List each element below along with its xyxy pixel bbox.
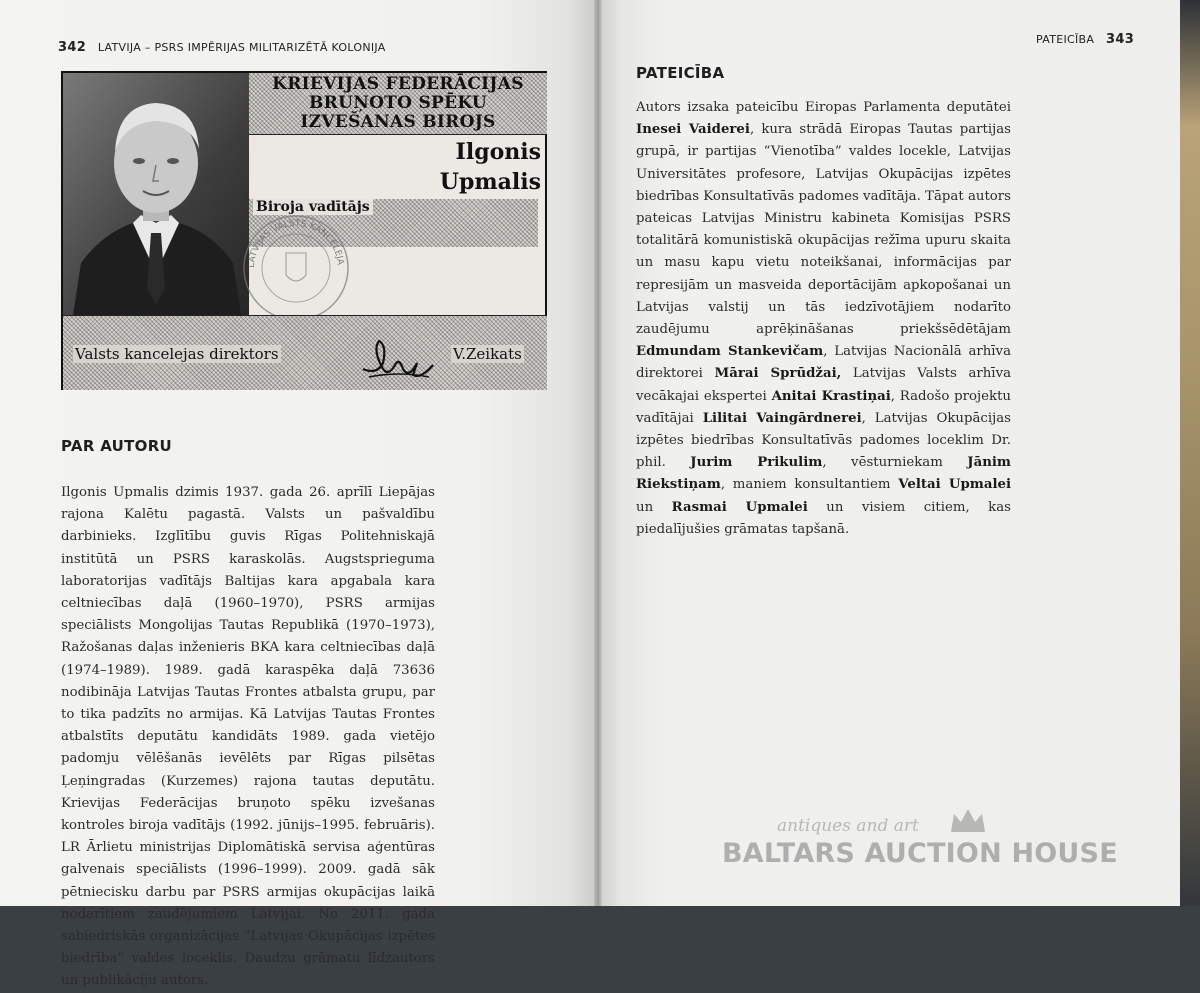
acknowledged-person: Mārai Sprūdžai, [714,366,842,382]
card-header [249,73,547,135]
stamp-text: LATVIJAS VALSTS KANCELEJA [246,218,345,269]
card-position: Biroja vadītājs [253,199,373,215]
acknowledgement-text-run: un [636,499,672,515]
left-running-title: LATVIJA – PSRS IMPĒRIJAS MILITARIZĒTĀ KOLONIJA [97,41,386,54]
left-running-head [58,40,386,55]
about-author-heading: PAR AUTORU [61,437,173,455]
acknowledgement-text-run: , maniem konsultantiem [720,477,899,493]
watermark-tagline: antiques and art [777,816,919,836]
card-director-label: Valsts kancelejas direktors [75,345,279,363]
acknowledged-person: Veltai Upmalei [898,477,1012,493]
acknowledged-person: Jānim Riekstiņam [636,455,1011,493]
card-header-line-2: BRUŅOTO SPĒKU [309,93,487,113]
card-last-name: Upmalis [439,169,541,195]
acknowledgement-text-run: , vēsturniekam [822,455,968,471]
official-stamp [241,213,351,323]
right-running-title: PATEICĪBA [1036,33,1095,46]
crown-icon [948,806,988,834]
acknowledgement-text-run: Latvijas Valsts arhīva vecākajai ekspertei [636,366,1012,404]
acknowledgement-text-run: , Latvijas Okupācijas izpētes biedrības Konsultatīvās padomes loceklim Dr. phil. [636,410,1011,471]
acknowledged-person: Rasmai Upmalei [671,499,808,515]
watermark-name: BALTARS AUCTION HOUSE [722,838,1118,869]
acknowledgements-text [636,97,1011,541]
signature [359,335,439,385]
acknowledgement-text-run: , Radošo projektu vadītājai [636,388,1011,426]
book-spine [594,0,602,906]
acknowledgement-text-run: Autors izsaka pateicību Eiropas Parlamenta deputātei [636,100,1011,115]
background-edge [1178,0,1200,906]
id-card [61,71,547,390]
auction-house-watermark [722,812,1122,872]
acknowledgement-text-run: , kura strādā Eiropas Tautas partijas grupā, ir partijas “Vienotība” valdes locekle, Latvijas Universitātes profesore, Latvijas Okupācijas izpētes biedrības Konsultatīvās padomes vadītāja. Tāpat autors pateicas Latvijas Ministru kabineta Komisijas PSRS totalitārā komunistiskā okupācijas režīma upuru skaita un masu kapu vietu noteikšanai, informācijas par represijām un masveida deportācijām apkopošanai un Latvijas valstij un tās iedzīvotājiem nodarīto zaudējumu aprēķināšanas priekšsēdētājam [636,122,1011,338]
right-running-head [1036,32,1134,47]
acknowledgement-text-run: , Latvijas Nacionālā arhīva direktorei [636,344,1011,382]
left-page-number: 342 [58,40,87,55]
card-holder-name [253,137,541,197]
acknowledged-person: Edmundam Stankevičam [636,344,824,360]
acknowledged-person: Jurim Prikulim [690,455,823,471]
acknowledged-person: Anitai Krastiņai [771,388,891,404]
card-header-line-1: KRIEVIJAS FEDERĀCIJAS [272,74,524,94]
card-header-line-3: IZVEŠANAS BIROJS [300,112,496,132]
acknowledgements-heading: PATEICĪBA [636,64,725,82]
right-page-number: 343 [1106,32,1135,47]
acknowledged-person: Lilitai Vaingārdnerei [702,410,862,426]
acknowledgement-text-run: un visiem citiem, kas piedalījušies grāmatas tapšanā. [636,499,1011,537]
portrait-photo [63,73,249,315]
acknowledged-person: Inesei Vaiderei [636,122,750,138]
svg-text:LATVIJAS VALSTS KANCELEJA [247,219,345,268]
card-first-name: Ilgonis [455,139,541,165]
card-signer: V.Zeikats [453,345,522,363]
about-author-text: Ilgonis Upmalis dzimis 1937. gada 26. aprīlī Liepājas rajona Kalētu pagastā. Valsts un pašvaldību darbinieks. Izglītību guvis Rīgas Politehniskajā institūtā un PSRS karaskolās. Augstsprieguma laboratorijas vadītājs Baltijas kara apgabala kara celtniecības daļā (1960–1970), PSRS armijas speciālists Mongolijas Tautas Republikā (1970–1973), Ražošanas daļas inženieris BKA kara celtniecības daļā (1974–1989). 1989. gadā karaspēka daļā 73636 nodibināja Latvijas Tautas Frontes atbalsta grupu, par to tika padzīts no armijas. Kā Latvijas Tautas Frontes atbalstīts deputātu kandidāts 1989. gada vietējo padomju vēlēšanās ievēlēts par Rīgas pilsētas Ļeņingradas (Kurzemes) rajona tautas deputātu. Krievijas Federācijas bruņoto spēku izvešanas kontroles biroja vadītājs (1992. jūnijs–1995. februāris). LR Ārlietu ministrijas Diplomātiskā servisa aģentūras galvenais speciālists (1996–1999). 2009. gadā sāk pētniecisku darbu par PSRS armijas okupācijas laikā nodarītiem zaudējumiem Latvijai. No 2011. gada sabiedriskās organizācijas “Latvijas Okupācijas izpētes biedrība” valdes loceklis. Daudzu grāmatu līdzautors un publikāciju autors. [61,485,435,989]
